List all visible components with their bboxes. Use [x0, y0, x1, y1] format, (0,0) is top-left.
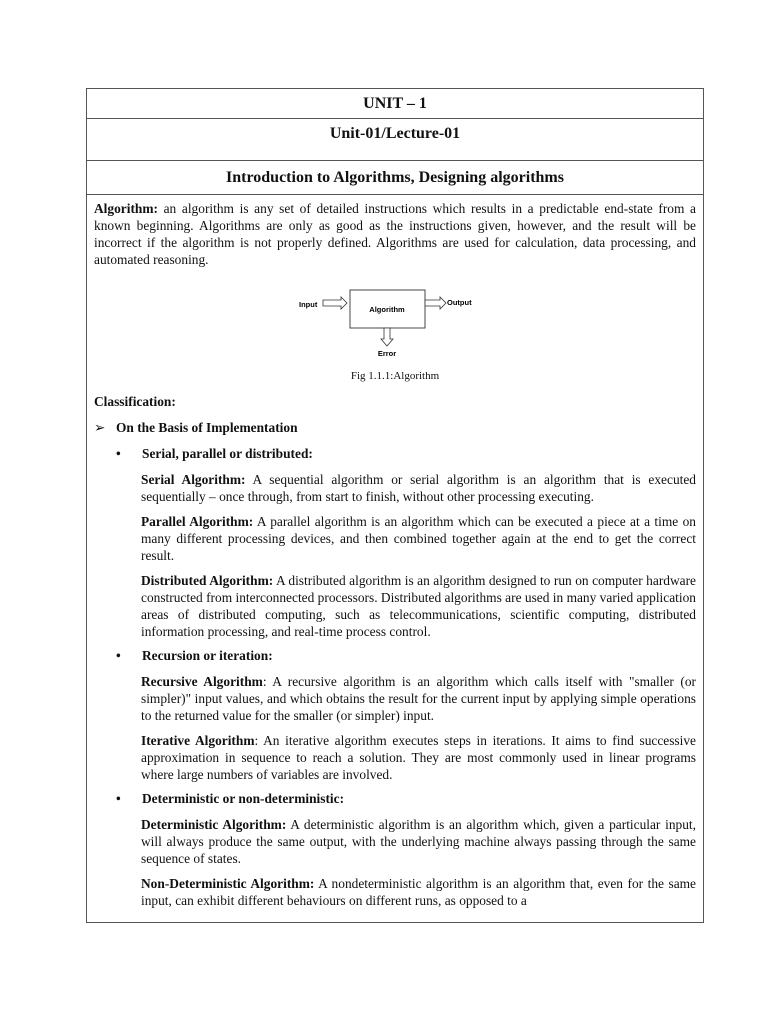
unit-title: UNIT – 1 [87, 89, 703, 119]
intro-paragraph [94, 200, 696, 268]
definition-text: A parallel algorithm is an algorithm which can be executed a piece at a time on many different processing devices, and then combined together again at the end to get the correct result. [141, 514, 696, 563]
figure-caption: Fig 1.1.1:Algorithm [350, 370, 440, 382]
bullet-icon: • [116, 648, 121, 663]
figure-input-label: Input [299, 300, 318, 309]
group-title-label: Serial, parallel or distributed: [142, 446, 313, 461]
bullet-icon: • [116, 791, 121, 806]
algorithm-figure [94, 286, 696, 366]
intro-text: an algorithm is any set of detailed instructions which results in a predictable end-state from a known beginning. Algorithms are only as good as the instructions given, however, and the result will be incorrect if the algorithm is not properly defined. Algorithms are used for calculation, data processing, and automated reasoning. [94, 201, 696, 267]
output-arrow-icon [425, 297, 446, 309]
figure-box-label: Algorithm [369, 305, 405, 314]
definition-term: Parallel Algorithm: [141, 514, 254, 529]
group-title-label: Recursion or iteration: [142, 648, 273, 663]
classification-heading: Classification: [94, 394, 176, 409]
figure-error-label: Error [377, 349, 397, 358]
definition-term: Iterative Algorithm [141, 733, 255, 748]
algorithm-diagram [295, 286, 495, 366]
definition-paragraph [141, 816, 696, 867]
definition-paragraph [141, 572, 696, 640]
basis-heading [94, 420, 696, 436]
definition-text: A sequential algorithm or serial algorithm is an algorithm that is executed sequentially – once through, from start to finish, without other processing executing. [141, 472, 696, 504]
definition-term: Distributed Algorithm: [141, 573, 274, 588]
definition-text: : An iterative algorithm executes steps in iterations. It aims to find successive approximation in sequence to reach a solution. They are most commonly used in linear programs where large numbers of variables are involved. [141, 733, 696, 782]
lecture-sheet [86, 88, 704, 923]
definition-text: : A recursive algorithm is an algorithm which calls itself with "smaller (or simpler)" input values, and which obtains the result for the current input by applying simple operations to the returned value for the smaller (or simpler) input. [141, 674, 696, 723]
definition-term: Deterministic Algorithm: [141, 817, 287, 832]
definition-paragraph [141, 732, 696, 783]
basis-label: On the Basis of Implementation [116, 420, 298, 435]
definition-text: A deterministic algorithm is an algorithm which, given a particular input, will always produce the same output, with the underlying machine always passing through the same sequence of states. [141, 817, 696, 866]
group-title [116, 648, 696, 664]
figure-output-label: Output [447, 298, 472, 307]
definition-text: A distributed algorithm is an algorithm designed to run on computer hardware constructed from interconnected processors. Distributed algorithms are used in many varied application areas of distributed computing, such as telecommunications, scientific computing, distributed information processing, and real-time process control. [141, 573, 696, 639]
group-title [116, 791, 696, 807]
intro-term: Algorithm: [94, 201, 158, 216]
definition-term: Recursive Algorithm [141, 674, 263, 689]
group-title [116, 446, 696, 462]
error-arrow-icon [381, 328, 393, 346]
topic-title: Introduction to Algorithms, Designing algorithms [87, 161, 703, 195]
definition-term: Serial Algorithm: [141, 472, 246, 487]
group-title-label: Deterministic or non-deterministic: [142, 791, 345, 806]
bullet-icon: • [116, 446, 121, 461]
definition-text: A nondeterministic algorithm is an algorithm that, even for the same input, can exhibit different behaviours on different runs, as opposed to a [141, 876, 696, 908]
definition-paragraph [141, 875, 696, 909]
arrow-bullet-icon: ➢ [94, 420, 106, 435]
lecture-title: Unit-01/Lecture-01 [87, 119, 703, 161]
definition-paragraph [141, 513, 696, 564]
definition-term: Non-Deterministic Algorithm: [141, 876, 315, 891]
content-cell [87, 195, 703, 922]
definition-paragraph [141, 471, 696, 505]
definition-paragraph [141, 673, 696, 724]
input-arrow-icon [323, 297, 347, 309]
